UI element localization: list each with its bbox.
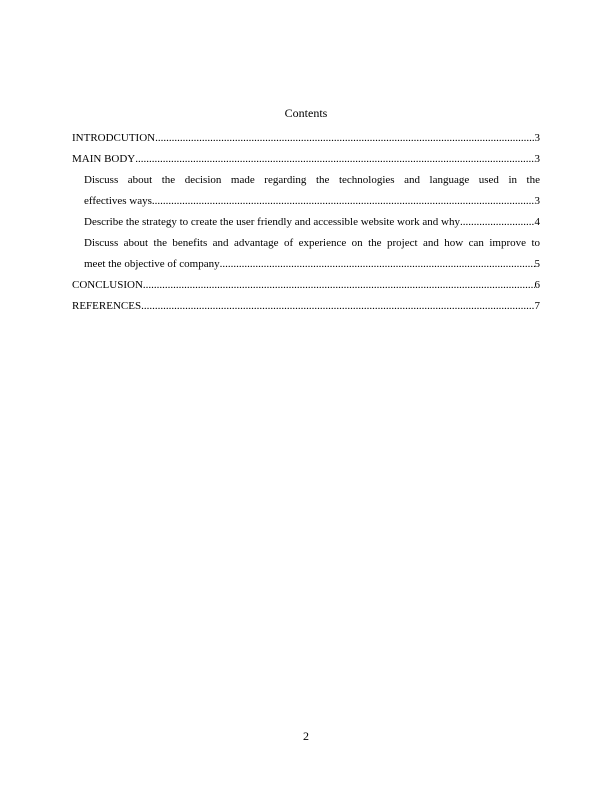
page-number: 2 bbox=[303, 729, 309, 743]
toc-entry-introduction[interactable] bbox=[72, 128, 540, 149]
toc-page-number: 5 bbox=[534, 258, 540, 270]
toc-entry-label: MAIN BODY bbox=[72, 153, 136, 165]
toc-leader-dots bbox=[460, 212, 535, 233]
toc-leader-dots bbox=[220, 254, 535, 275]
toc-page-number: 3 bbox=[534, 195, 540, 207]
toc-entry-label: INTRODCUTION bbox=[72, 132, 156, 144]
toc-entry-label-line-1: Discuss about the decision made regarding the technologies and language used in the bbox=[84, 174, 540, 186]
toc-entry-main-body[interactable] bbox=[72, 149, 540, 170]
toc-leader-dots bbox=[152, 191, 535, 212]
toc-page-number: 3 bbox=[534, 132, 540, 144]
toc-entry-label: Describe the strategy to create the user friendly and accessible website work and why bbox=[84, 216, 460, 228]
toc-leader-dots bbox=[155, 128, 534, 149]
toc-entry-label-line-1: Discuss about the benefits and advantage of experience on the project and how can improve to bbox=[84, 237, 540, 249]
toc-entry-label-line-2: effectives ways bbox=[84, 195, 152, 207]
toc-entry-label: REFERENCES bbox=[72, 300, 142, 312]
toc-page-number: 6 bbox=[534, 279, 540, 291]
toc-page-number: 3 bbox=[534, 153, 540, 165]
toc-page-number: 7 bbox=[534, 300, 540, 312]
toc-leader-dots bbox=[141, 296, 534, 317]
toc-entry-references[interactable] bbox=[72, 296, 540, 317]
toc-entry-user-friendly-strategy[interactable] bbox=[72, 212, 540, 233]
toc-leader-dots bbox=[143, 275, 535, 296]
toc-entry-technologies-decision[interactable] bbox=[72, 170, 540, 212]
toc-page-number: 4 bbox=[534, 216, 540, 228]
contents-heading: Contents bbox=[284, 106, 328, 120]
table-of-contents bbox=[72, 128, 540, 317]
toc-entry-benefits-advantage[interactable] bbox=[72, 233, 540, 275]
toc-leader-dots bbox=[135, 149, 534, 170]
toc-entry-conclusion[interactable] bbox=[72, 275, 540, 296]
toc-entry-label-line-2: meet the objective of company bbox=[84, 258, 220, 270]
toc-entry-label: CONCLUSION bbox=[72, 279, 143, 291]
